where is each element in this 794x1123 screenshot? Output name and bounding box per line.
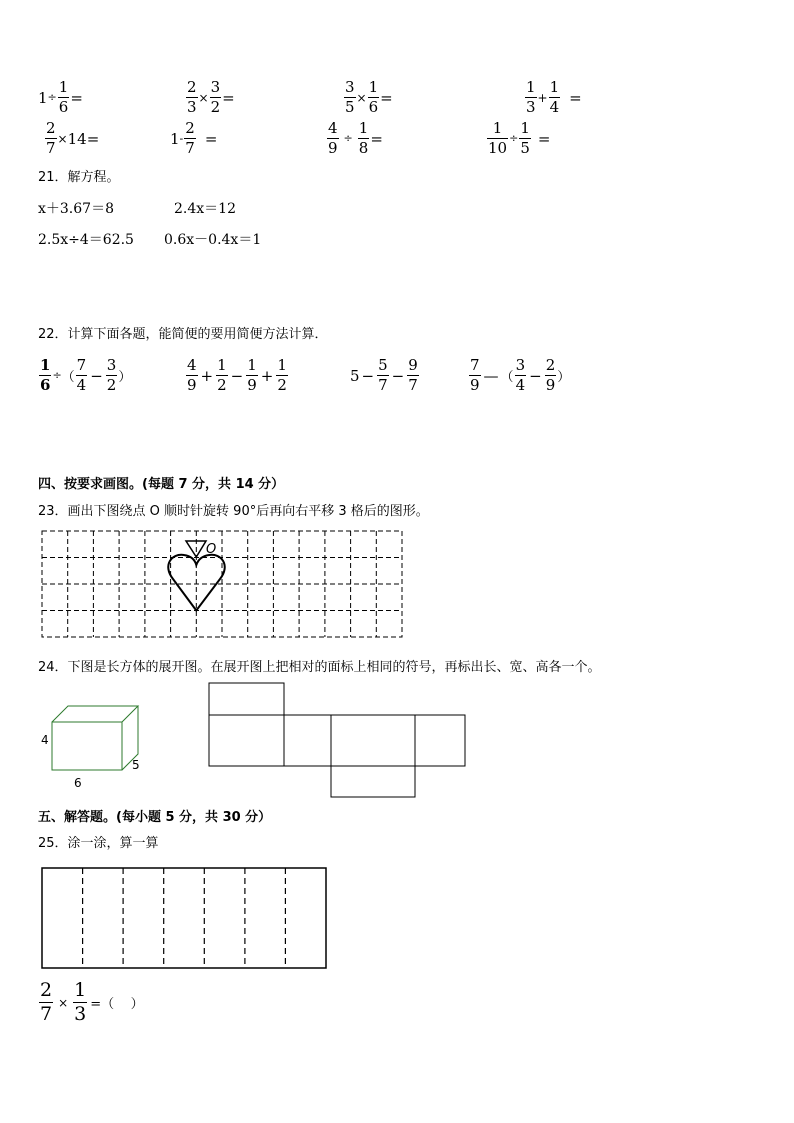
equation: x＋3.67＝8: [38, 201, 114, 217]
fraction: $\frac{3}{5}$: [345, 78, 355, 116]
equation: 0.6x－0.4x＝1: [164, 232, 262, 248]
fraction: $\frac{5}{7}$: [378, 356, 388, 394]
cuboid-figure: [36, 703, 146, 793]
fraction: $\frac{1}{4}$: [549, 78, 560, 116]
rotation-grid: [40, 529, 404, 639]
question-25-title: 25．涂一涂，算一算: [38, 836, 159, 851]
expr-22-1: $\frac{1}{6}$ ÷ （ $\frac{7}{4}$ − $\frac{3}{2}$ ）: [40, 356, 132, 394]
expr-22-3: 5 − $\frac{5}{7}$ − $\frac{9}{7}$: [350, 356, 418, 394]
length-label: 6: [74, 776, 82, 790]
fraction: $\frac{2}{3}$: [187, 78, 197, 116]
fraction: $\frac{1}{6}$: [58, 78, 69, 116]
fraction: $\frac{1}{3}$: [526, 78, 536, 116]
fraction: $\frac{1}{9}$: [247, 356, 257, 394]
expr-1-3: $\frac{3}{5}$ × $\frac{1}{6}$ =: [345, 78, 393, 116]
width-label: 5: [132, 758, 140, 772]
expr-1-2: $\frac{2}{3}$ × $\frac{3}{2}$ =: [187, 78, 235, 116]
fraction: $\frac{1}{5}$: [520, 119, 530, 157]
fraction: $\frac{4}{9}$: [187, 356, 197, 394]
expr-1-1: 1 ÷ $\frac{1}{6}$ =: [38, 78, 83, 116]
height-label: 4: [41, 733, 49, 747]
fraction: $\frac{1}{10}$: [488, 119, 508, 157]
fraction: $\frac{3}{2}$: [210, 78, 221, 116]
question-23-title: 23．画出下图绕点 O 顺时针旋转 90°后再向右平移 3 格后的图形。: [38, 504, 429, 519]
section-4-heading: 四、按要求画图。(每题 7 分，共 14 分）: [38, 477, 285, 492]
expr-2-4: $\frac{1}{10}$ ÷ $\frac{1}{5}$ =: [488, 119, 551, 157]
fraction: $\frac{2}{7}$: [185, 119, 195, 157]
expr-2-2: 1 - $\frac{2}{7}$ =: [170, 119, 218, 157]
point-o-label: O: [206, 542, 217, 557]
fraction: $\frac{3}{2}$: [106, 356, 117, 394]
section-5-heading: 五、解答题。(每小题 5 分，共 30 分）: [38, 810, 272, 825]
fraction: $\frac{4}{9}$: [328, 119, 338, 157]
fraction: $\frac{1}{6}$: [368, 78, 379, 116]
fraction: $\frac{9}{7}$: [408, 356, 418, 394]
question-22-title: 22．计算下面各题，能简便的要用简便方法计算．: [38, 327, 328, 342]
fraction: $\frac{1}{2}$: [217, 356, 227, 394]
expr-1-4: $\frac{1}{3}$ + $\frac{1}{4}$ =: [526, 78, 582, 116]
fraction: $\frac{1}{3}$: [74, 979, 87, 1025]
question-21-title: 21．解方程。: [38, 170, 120, 185]
fraction: $\frac{7}{4}$: [76, 356, 87, 394]
equation: 2.5x÷4＝62.5: [38, 232, 134, 248]
fraction: $\frac{1}{2}$: [277, 356, 287, 394]
equation: 2.4x＝12: [174, 201, 236, 217]
cuboid-net: [208, 682, 468, 800]
fraction: $\frac{1}{8}$: [358, 119, 369, 157]
shading-rectangle: [41, 867, 329, 971]
fraction: $\frac{2}{7}$: [46, 119, 56, 157]
expr-22-4: $\frac{7}{9}$ — （ $\frac{3}{4}$ − $\frac{2}{9}$ ）: [470, 356, 571, 394]
expr-22-2: $\frac{4}{9}$ + $\frac{1}{2}$ − $\frac{1}{9}$ + $\frac{1}{2}$: [187, 356, 287, 394]
expr-2-3: $\frac{4}{9}$ ÷ $\frac{1}{8}$ =: [328, 119, 383, 157]
fraction: $\frac{2}{7}$: [40, 979, 53, 1025]
fraction: $\frac{2}{9}$: [545, 356, 556, 394]
expr-2-1: $\frac{2}{7}$ × 14 =: [46, 119, 100, 157]
question-24-title: 24．下图是长方体的展开图。在展开图上把相对的面标上相同的符号，再标出长、宽、高各一个。: [38, 660, 601, 675]
fraction: $\frac{7}{9}$: [470, 356, 480, 394]
fraction: $\frac{3}{4}$: [515, 356, 526, 394]
fraction: $\frac{1}{6}$: [40, 356, 51, 394]
expr-25: $\frac{2}{7}$ × $\frac{1}{3}$ =（ ）: [40, 979, 144, 1025]
